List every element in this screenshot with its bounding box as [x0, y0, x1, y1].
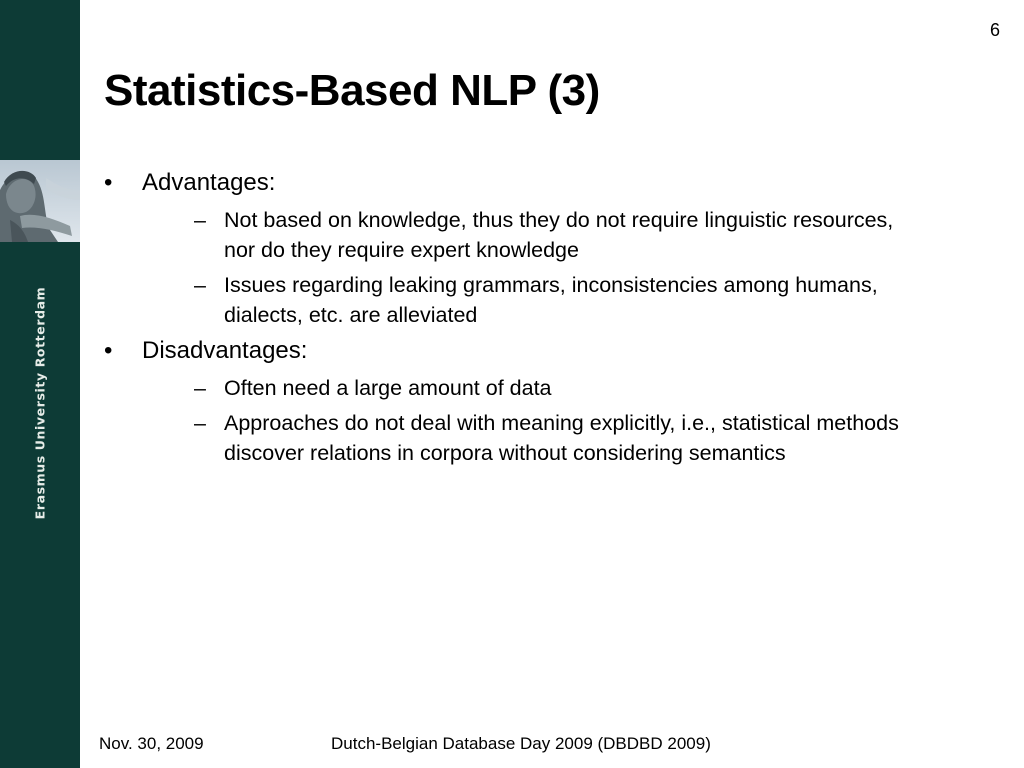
dash-marker: –	[194, 273, 206, 297]
sub-bullet-item	[142, 205, 994, 265]
footer-date: Nov. 30, 2009	[99, 734, 204, 753]
dash-marker: –	[194, 208, 206, 232]
footer-event: Dutch-Belgian Database Day 2009 (DBDBD 2009)	[331, 734, 711, 753]
sub-bullet-text: Approaches do not deal with meaning explicitly, i.e., statistical methods discover relations in corpora without considering semantics	[224, 411, 899, 465]
bullet-item-advantages	[104, 166, 994, 330]
bullet-text: Disadvantages:	[142, 337, 308, 364]
slide-title: Statistics-Based NLP (3)	[104, 66, 600, 115]
sidebar	[0, 0, 80, 768]
dash-marker: –	[194, 376, 206, 400]
university-name: Erasmus University Rotterdam	[32, 286, 48, 520]
sub-bullet-text: Not based on knowledge, thus they do not require linguistic resources, nor do they require expert knowledge	[224, 208, 894, 262]
bullet-text: Advantages:	[142, 169, 276, 196]
sub-bullet-text: Often need a large amount of data	[224, 376, 552, 400]
sub-bullet-item	[142, 373, 994, 403]
bullet-marker: •	[104, 337, 113, 364]
bullet-marker: •	[104, 169, 113, 196]
sub-bullet-item	[142, 270, 994, 330]
bullet-list	[104, 166, 994, 468]
erasmus-statue-image	[0, 160, 80, 242]
dash-marker: –	[194, 411, 206, 435]
sub-bullet-item	[142, 408, 994, 468]
bullet-item-disadvantages	[104, 334, 994, 468]
sub-bullet-list	[142, 373, 994, 468]
sub-bullet-list	[142, 205, 994, 330]
slide-number: 6	[989, 20, 1000, 40]
sub-bullet-text: Issues regarding leaking grammars, inconsistencies among humans, dialects, etc. are alleviated	[224, 273, 878, 327]
